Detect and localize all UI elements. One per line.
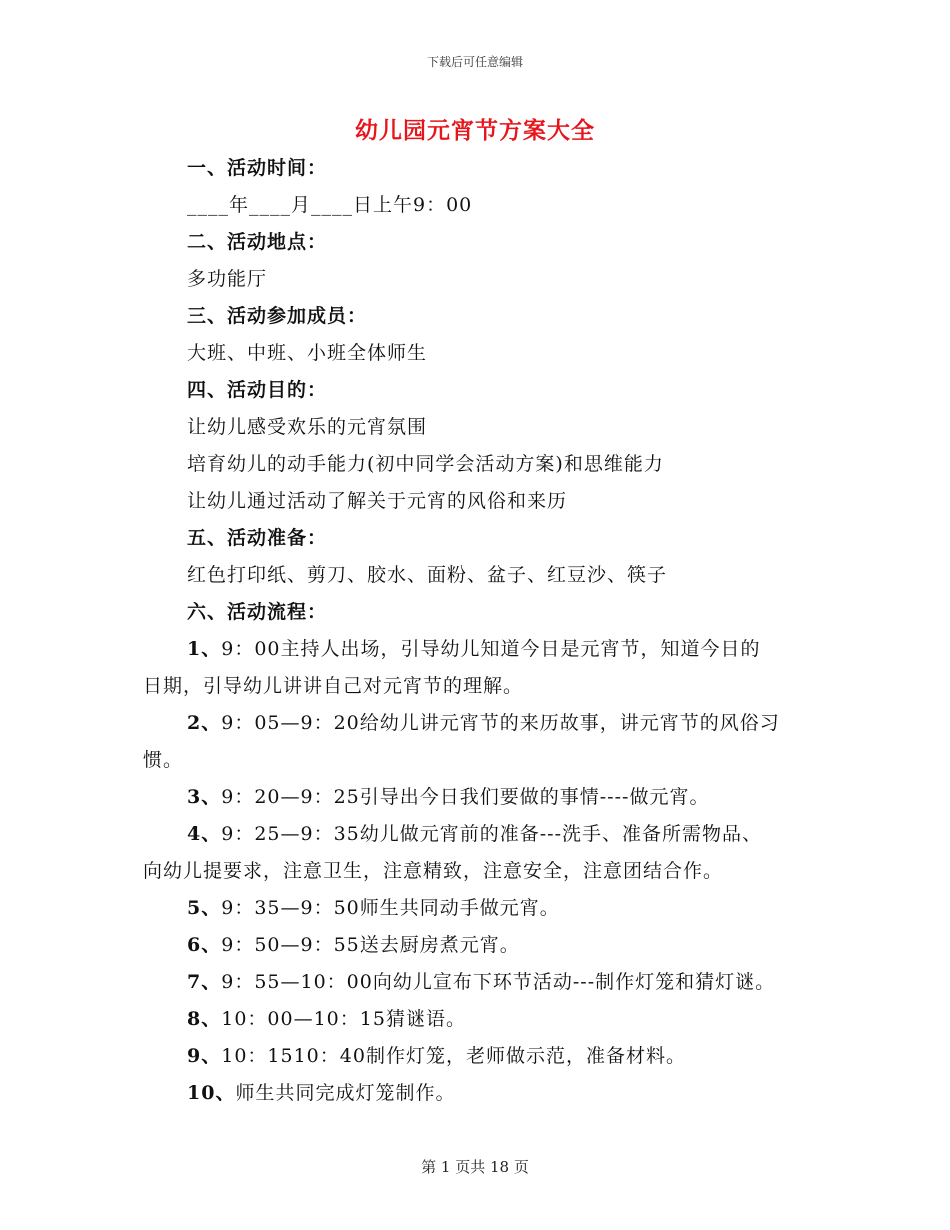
step-number: 5、: [187, 897, 222, 919]
step-text: 10：00—10：15猜谜语。: [221, 1008, 466, 1030]
step-text: 9：20—9：25引导出今日我们要做的事情----做元宵。: [221, 786, 710, 808]
flow-step: [143, 890, 823, 927]
header-note: 下载后可任意编辑: [426, 55, 523, 69]
step-text: 9：00主持人出场，引导幼儿知道今日是元宵节，知道今日的: [221, 638, 761, 660]
step-number: 4、: [187, 823, 222, 845]
section-value-prep: 红色打印纸、剪刀、胶水、面粉、盆子、红豆沙、筷子: [187, 564, 668, 586]
flow-step: [143, 1075, 823, 1112]
step-text: 10：1510：40制作灯笼，老师做示范，准备材料。: [221, 1045, 686, 1067]
flow-step: [143, 705, 823, 779]
step-number: 2、: [187, 712, 222, 734]
section-heading-time: 一、活动时间：: [187, 157, 328, 179]
section-value-members: 大班、中班、小班全体师生: [187, 342, 428, 364]
flow-step: [143, 1038, 823, 1075]
flow-step: [143, 779, 823, 816]
step-number: 3、: [187, 786, 222, 808]
flow-step: [143, 631, 823, 705]
step-text-continued: 惯。: [143, 749, 184, 771]
step-number: 7、: [187, 971, 222, 993]
step-text: 9：35—9：50师生共同动手做元宵。: [221, 897, 560, 919]
step-text: 9：25—9：35幼儿做元宵前的准备---洗手、准备所需物品、: [221, 823, 763, 845]
section-heading-members: 三、活动参加成员：: [187, 305, 368, 327]
step-text: 9：50—9：55送去厨房煮元宵。: [221, 934, 520, 956]
document-title: 幼儿园元宵节方案大全: [355, 117, 595, 144]
flow-step: [143, 816, 823, 890]
flow-step: [143, 1001, 823, 1038]
page-footer: 第 1 页共 18 页: [421, 1158, 529, 1176]
step-number: 8、: [187, 1008, 222, 1030]
section-heading-goal: 四、活动目的：: [187, 379, 328, 401]
section-value-time: ____年____月____日上午9：00: [187, 194, 473, 216]
step-text-continued: 日期，引导幼儿讲讲自己对元宵节的理解。: [143, 675, 524, 697]
section-heading-flow: 六、活动流程：: [187, 601, 328, 623]
step-number: 9、: [187, 1045, 222, 1067]
goal-item: 让幼儿通过活动了解关于元宵的风俗和来历: [187, 490, 568, 512]
step-number: 10、: [187, 1082, 236, 1104]
flow-step: [143, 964, 823, 1001]
step-number: 1、: [187, 638, 222, 660]
flow-step: [143, 927, 823, 964]
goal-item: 让幼儿感受欢乐的元宵氛围: [187, 416, 428, 438]
step-text: 9：05—9：20给幼儿讲元宵节的来历故事，讲元宵节的风俗习: [221, 712, 780, 734]
section-heading-place: 二、活动地点：: [187, 231, 328, 253]
goal-item: 培育幼儿的动手能力(初中同学会活动方案)和思维能力: [187, 453, 664, 475]
step-text: 9：55—10：00向幼儿宣布下环节活动---制作灯笼和猜灯谜。: [221, 971, 776, 993]
step-text: 师生共同完成灯笼制作。: [235, 1082, 456, 1104]
section-heading-prep: 五、活动准备：: [187, 527, 328, 549]
step-text-continued: 向幼儿提要求，注意卫生，注意精致，注意安全，注意团结合作。: [143, 860, 724, 882]
step-number: 6、: [187, 934, 222, 956]
document-body: [143, 150, 823, 1112]
section-value-place: 多功能厅: [187, 268, 268, 290]
